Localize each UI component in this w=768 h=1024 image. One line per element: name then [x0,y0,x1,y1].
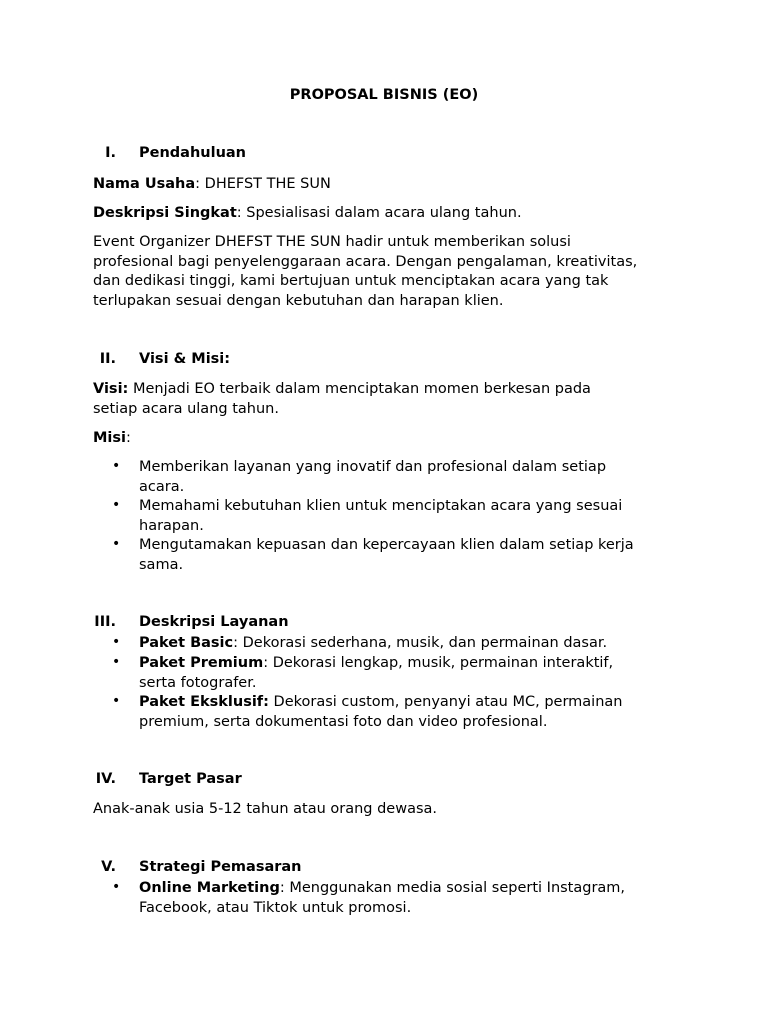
layanan-label: Paket Premium [139,655,264,671]
intro-paragraph-line: profesional bagi penyelenggaraan acara. Dengan pengalaman, kreativitas, [93,253,638,270]
misi-item-line: Memahami kebutuhan klien untuk menciptakan acara yang sesuai [139,498,623,514]
layanan-text: : Dekorasi lengkap, musik, permainan interaktif, [263,655,614,671]
bullet-icon: • [112,693,121,709]
deskripsi-value: : Spesialisasi dalam acara ulang tahun. [236,205,522,221]
misi-item-line: Memberikan layanan yang inovatif dan profesional dalam setiap [139,459,607,475]
section-5-heading: Strategi Pemasaran [139,859,302,875]
visi-label: Visi: [93,381,129,397]
layanan-text: : Dekorasi sederhana, musik, dan permainan dasar. [233,635,608,651]
section-1-heading: Pendahuluan [139,145,246,161]
deskripsi-label: Deskripsi Singkat [93,205,237,221]
strategi-item-line [139,879,625,899]
section-5-number: V. [101,859,116,875]
section-4-number: IV. [95,771,116,787]
layanan-item-line [139,693,622,713]
layanan-item-line: premium, serta dokumentasi foto dan video profesional. [139,713,548,730]
intro-paragraph-line: Event Organizer DHEFST THE SUN hadir untuk memberikan solusi [93,234,571,250]
layanan-item-line: serta fotografer. [139,674,257,691]
misi-colon: : [126,430,131,446]
section-3-heading: Deskripsi Layanan [139,614,289,630]
visi-line: setiap acara ulang tahun. [93,400,279,417]
layanan-item-line [139,654,613,674]
bullet-icon: • [112,536,121,552]
section-2-number: II. [99,351,116,367]
misi-item-line: harapan. [139,517,204,534]
section-2-heading: Visi & Misi: [139,351,231,367]
visi-line [93,380,591,400]
bullet-icon: • [112,879,121,895]
nama-usaha-label: Nama Usaha [93,176,196,192]
bullet-icon: • [112,634,121,650]
bullet-icon: • [112,497,121,513]
deskripsi-line [93,204,522,224]
bullet-icon: • [112,654,121,670]
section-4-heading: Target Pasar [139,771,242,787]
layanan-item-line [139,634,607,654]
misi-label: Misi [93,430,127,446]
layanan-label: Paket Basic [139,635,234,651]
visi-text: Menjadi EO terbaik dalam menciptakan momen berkesan pada [128,381,591,397]
intro-paragraph-line: dan dedikasi tinggi, kami bertujuan untuk menciptakan acara yang tak [93,273,609,289]
intro-paragraph-line: terlupakan sesuai dengan kebutuhan dan harapan klien. [93,292,504,309]
layanan-label: Paket Eksklusif: [139,694,269,710]
section-1-number: I. [105,145,116,161]
bullet-icon: • [112,458,121,474]
misi-item-line: sama. [139,556,184,573]
layanan-text: Dekorasi custom, penyanyi atau MC, permainan [268,694,623,710]
misi-line [93,429,131,449]
strategi-text: : Menggunakan media sosial seperti Instagram, [279,880,626,896]
strategi-label: Online Marketing [139,880,280,896]
misi-item-line: Mengutamakan kepuasan dan kepercayaan klien dalam setiap kerja [139,537,634,553]
document-title: PROPOSAL BISNIS (EO) [289,87,479,103]
nama-usaha-line [93,175,331,195]
strategi-item-line: Facebook, atau Tiktok untuk promosi. [139,899,412,916]
section-3-number: III. [94,614,116,630]
misi-item-line: acara. [139,478,185,495]
target-pasar-text: Anak-anak usia 5-12 tahun atau orang dewasa. [93,801,438,817]
nama-usaha-value: : DHEFST THE SUN [195,176,331,192]
